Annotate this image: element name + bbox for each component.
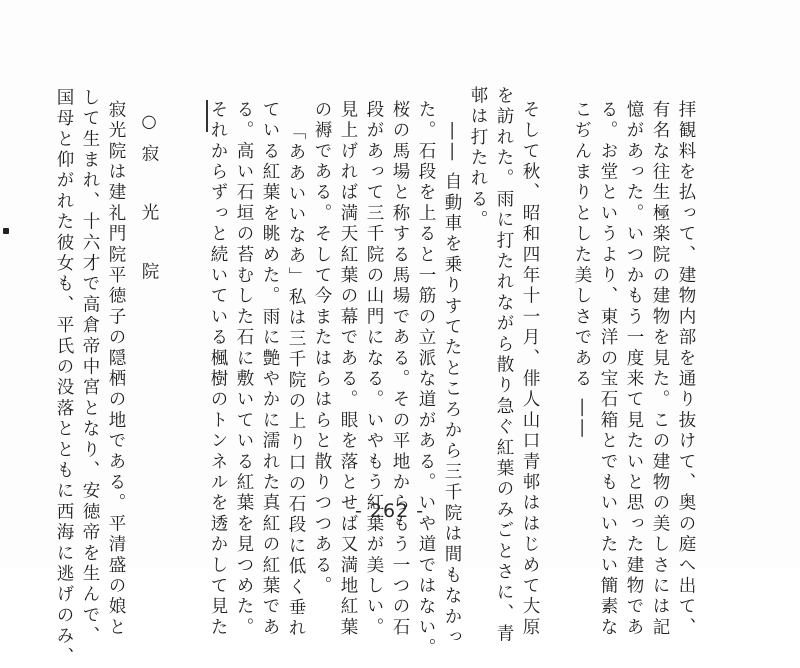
section-divider-dash [206, 100, 208, 132]
section-text-column: して生まれ、十六才で高倉帝中宮となり、安徳帝を生んで、 [80, 88, 100, 647]
text-column: ている紅葉を眺めた。雨に艶やかに濡れた真紅の紅葉であ [260, 100, 280, 639]
section-text-column: 国母と仰がれた彼女も、平氏の没落とともに西海に逃げのみ、 [54, 88, 74, 668]
text-column: の褥である。そして今またはらはらと散りつつある。 [312, 100, 332, 597]
section-text-column: 寂光院は建礼門院平徳子の隠栖の地である。平清盛の娘と [106, 100, 126, 639]
text-column: 有名な往生極楽院の建物を見た。この建物の美しさには記 [650, 100, 670, 639]
text-column: そして秋、昭和四年十一月、俳人山口青邨ははじめて大原 [520, 100, 540, 639]
text-column: た。石段を上ると一筋の立派な道がある。いや道ではない。 [416, 100, 436, 659]
section-heading-jakkoin: ○寂 光 院 [139, 112, 159, 292]
text-column: こぢんまりとした美しさである ―― [572, 100, 592, 440]
text-column: それからずっと続いている楓樹のトンネルを透かして見た [208, 100, 228, 639]
page-number: - 262 - [355, 500, 425, 522]
text-column: 憶があった。いつかもう一度来て見たいと思った建物であ [624, 100, 644, 639]
text-column: ―― 自動車を乗りすてたところから三千院は間もなかっ [442, 122, 462, 649]
text-column: る。お堂というより、東洋の宝石箱とでもいいたい簡素な [598, 100, 618, 639]
text-column: 桜の馬場と称する馬場である。その平地からもう一つの石 [390, 100, 410, 639]
scan-speck [3, 228, 9, 234]
text-column: 段があって三千院の山門になる。いやもう紅葉が美しい。 [364, 100, 384, 639]
text-column: 拝観料を払って、建物内部を通り抜けて、奥の庭へ出て、 [676, 100, 696, 639]
text-column: 「ああいいなあ」私は三千院の上り口の石段に低く垂れ [286, 122, 306, 640]
text-column: 邨は打たれる。 [468, 86, 488, 231]
text-column: を訪れた。雨に打たれながら散り急ぐ紅葉のみごとさに、青 [494, 86, 514, 645]
text-column: 見上げれば満天紅葉の幕である。眼を落とせば又満地紅葉 [338, 100, 358, 639]
text-column: る。高い石垣の苔むした石に敷いている紅葉を見つめた。 [234, 100, 254, 639]
